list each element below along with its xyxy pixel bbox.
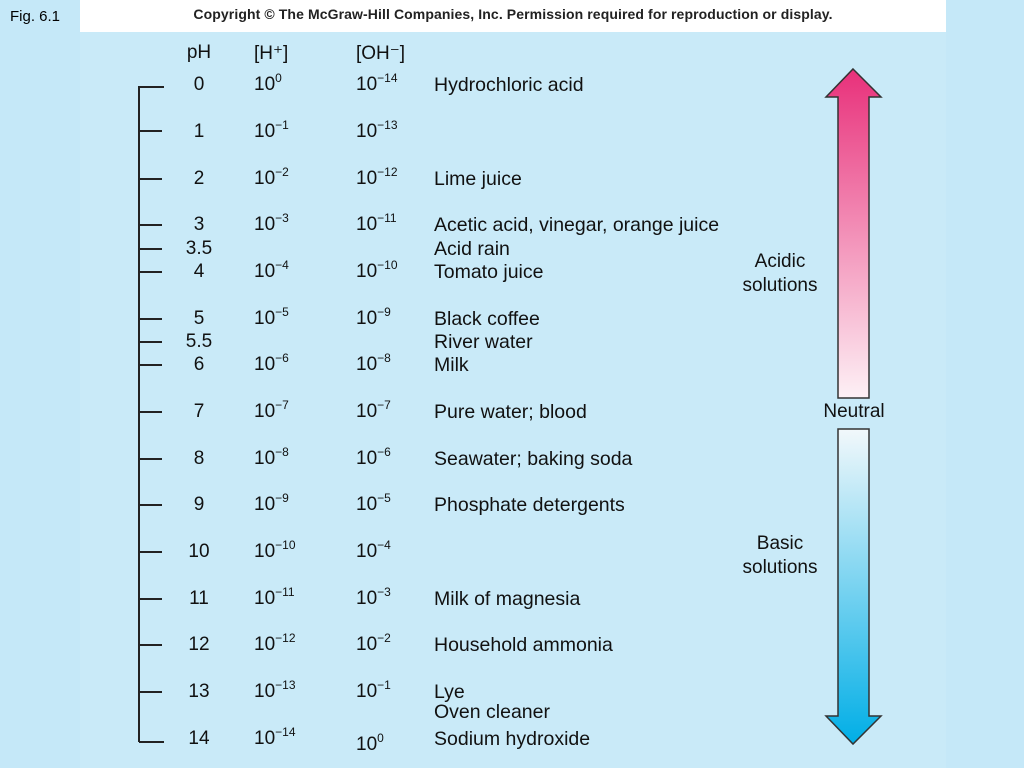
hydrogen-ion-concentration: $10^{-3}$ (254, 211, 289, 235)
hydrogen-ion-concentration: $10^{-5}$ (254, 305, 289, 329)
ph-column-header: pH (186, 42, 212, 63)
hydrogen-ion-exponent: −8 (275, 445, 289, 459)
hydroxide-ion-exponent: −7 (377, 398, 391, 412)
substance-example: Milk (434, 354, 469, 376)
ph-value: 5.5 (185, 331, 213, 352)
ph-value: 14 (188, 728, 210, 749)
ph-value: 5 (193, 308, 205, 329)
ph-value: 12 (188, 634, 210, 655)
hydroxide-ion-concentration: $10^{-13}$ (356, 118, 398, 142)
ph-value: 10 (188, 541, 210, 562)
ph-value: 13 (188, 681, 210, 702)
hydrogen-ion-exponent: −4 (275, 258, 289, 272)
hydrogen-ion-exponent: 0 (275, 71, 282, 85)
hydroxide-ion-concentration: $10^{-2}$ (356, 631, 391, 655)
hydroxide-ion-concentration: $10^{-10}$ (356, 258, 398, 282)
hydrogen-ion-concentration: $10^{-4}$ (254, 258, 289, 282)
hydrogen-ion-concentration: $10^{-2}$ (254, 165, 289, 189)
hydrogen-ion-exponent: −11 (275, 585, 295, 599)
figure-label: Fig. 6.1 (10, 8, 61, 25)
hydroxide-ion-exponent: −13 (377, 118, 398, 132)
hydroxide-ion-exponent: −5 (377, 491, 391, 505)
substance-example: Hydrochloric acid (434, 74, 584, 96)
substance-example: Household ammonia (434, 634, 613, 656)
ph-value: 3.5 (185, 238, 213, 259)
substance-example: Phosphate detergents (434, 494, 625, 516)
hydroxide-ion-concentration: $10^{-3}$ (356, 585, 391, 609)
hydrogen-ion-exponent: −1 (275, 118, 289, 132)
substance-example: Lye (434, 681, 465, 703)
ph-value: 7 (193, 401, 205, 422)
hydroxide-ion-exponent: −11 (377, 211, 397, 225)
hydroxide-ion-exponent: −2 (377, 631, 391, 645)
hydrogen-ion-exponent: −5 (275, 305, 289, 319)
substance-example: River water (434, 331, 533, 353)
hydrogen-ion-concentration: $10^{-7}$ (254, 398, 289, 422)
hydroxide-ion-exponent: −1 (377, 678, 391, 692)
hydrogen-ion-column-header: [H⁺] (254, 43, 289, 64)
ph-value: 1 (193, 121, 205, 142)
hydrogen-ion-exponent: −10 (275, 538, 296, 552)
hydrogen-ion-exponent: −13 (275, 678, 296, 692)
hydroxide-ion-concentration: $10^{-12}$ (356, 165, 398, 189)
hydrogen-ion-exponent: −3 (275, 211, 289, 225)
hydroxide-ion-concentration: $10^{-5}$ (356, 491, 391, 515)
hydrogen-ion-exponent: −2 (275, 165, 289, 179)
hydroxide-ion-concentration: $10^{-11}$ (356, 211, 397, 235)
hydrogen-ion-exponent: −9 (275, 491, 289, 505)
basic-arrow (826, 429, 881, 744)
ph-value: 9 (193, 494, 205, 515)
copyright-notice: Copyright © The McGraw-Hill Companies, Inc. Permission required for reproduction or display. (193, 6, 833, 22)
basic-label-line-1: Basic (756, 533, 804, 554)
substance-example: Pure water; blood (434, 401, 587, 423)
hydrogen-ion-exponent: −12 (275, 631, 296, 645)
substance-example: Lime juice (434, 168, 522, 190)
substance-example: Acid rain (434, 238, 510, 260)
hydroxide-ion-concentration: $10^{-1}$ (356, 678, 391, 702)
hydrogen-ion-exponent: −7 (275, 398, 289, 412)
hydrogen-ion-concentration: $10^{-8}$ (254, 445, 289, 469)
hydrogen-ion-concentration: $10^{-10}$ (254, 538, 296, 562)
substance-example: Milk of magnesia (434, 588, 581, 610)
hydroxide-ion-exponent: −8 (377, 351, 391, 365)
hydroxide-ion-exponent: −6 (377, 445, 391, 459)
hydroxide-ion-column-header: [OH⁻] (356, 43, 406, 64)
ph-ruler (139, 86, 164, 742)
ph-value: 6 (193, 354, 205, 375)
substance-example: Acetic acid, vinegar, orange juice (434, 214, 720, 236)
substance-example: Sodium hydroxide (434, 728, 591, 750)
ph-value: 8 (193, 448, 205, 469)
hydroxide-ion-concentration: $10^{-14}$ (356, 71, 398, 95)
hydrogen-ion-concentration: $10^{-11}$ (254, 585, 295, 609)
acidic-solutions-label (730, 250, 830, 298)
neutral-label: Neutral (823, 401, 885, 422)
hydroxide-ion-concentration: $10^{-8}$ (356, 351, 391, 375)
hydroxide-ion-concentration: $10^0$ (356, 731, 384, 755)
hydrogen-ion-concentration: $10^{-9}$ (254, 491, 289, 515)
substance-example: Tomato juice (434, 261, 544, 283)
hydroxide-ion-exponent: −10 (377, 258, 398, 272)
substance-example: Black coffee (434, 308, 540, 330)
acidic-arrow (826, 69, 881, 398)
substance-example: Oven cleaner (434, 701, 550, 723)
hydroxide-ion-concentration: $10^{-4}$ (356, 538, 391, 562)
hydroxide-ion-exponent: −3 (377, 585, 391, 599)
hydroxide-ion-exponent: −14 (377, 71, 398, 85)
hydrogen-ion-concentration: $10^{-13}$ (254, 678, 296, 702)
ph-value: 4 (193, 261, 205, 282)
basic-label-line-2: solutions (742, 557, 818, 578)
hydroxide-ion-exponent: −4 (377, 538, 391, 552)
hydrogen-ion-concentration: $10^{-12}$ (254, 631, 296, 655)
hydroxide-ion-exponent: −12 (377, 165, 398, 179)
acidic-label-line-1: Acidic (754, 251, 806, 272)
hydrogen-ion-exponent: −6 (275, 351, 289, 365)
hydrogen-ion-exponent: −14 (275, 725, 296, 739)
substance-example: Seawater; baking soda (434, 448, 633, 470)
hydrogen-ion-concentration: $10^{-1}$ (254, 118, 289, 142)
hydrogen-ion-concentration: $10^{-6}$ (254, 351, 289, 375)
hydroxide-ion-exponent: 0 (377, 731, 384, 745)
ph-value: 0 (193, 74, 205, 95)
hydroxide-ion-concentration: $10^{-9}$ (356, 305, 391, 329)
ph-value: 2 (193, 168, 205, 189)
hydroxide-ion-exponent: −9 (377, 305, 391, 319)
basic-solutions-label (730, 532, 830, 580)
acidic-label-line-2: solutions (742, 275, 818, 296)
hydroxide-ion-concentration: $10^{-6}$ (356, 445, 391, 469)
hydrogen-ion-concentration: $10^{-14}$ (254, 725, 296, 749)
ph-value: 11 (189, 588, 209, 609)
hydrogen-ion-concentration: $10^0$ (254, 71, 282, 95)
hydroxide-ion-concentration: $10^{-7}$ (356, 398, 391, 422)
ph-value: 3 (193, 214, 205, 235)
